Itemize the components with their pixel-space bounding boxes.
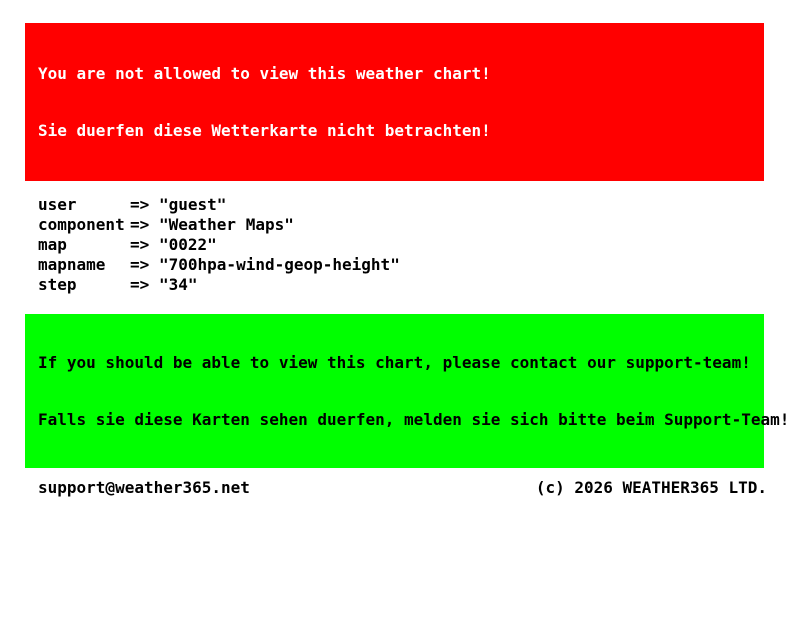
detail-arrow: => [130,215,150,234]
detail-arrow: => [130,235,150,254]
support-line-de: Falls sie diese Karten sehen duerfen, melden sie sich bitte beim Support-Team! [38,410,790,429]
detail-value: "0022" [159,235,217,254]
support-email: support@weather365.net [38,478,250,497]
detail-key: component [38,215,125,234]
support-line-en: If you should be able to view this chart, please contact our support-team! [38,353,751,372]
detail-row-map [38,235,777,255]
access-denied-line-en: You are not allowed to view this weather chart! [38,64,491,83]
footer [25,478,777,498]
detail-arrow: => [130,275,150,294]
detail-row-component [38,215,777,235]
access-denied-line-de: Sie duerfen diese Wetterkarte nicht betrachten! [38,121,491,140]
detail-value: "Weather Maps" [159,215,294,234]
access-denied-banner [25,23,764,181]
copyright-notice: (c) 2026 WEATHER365 LTD. [535,478,767,497]
detail-value: "700hpa-wind-geop-height" [159,255,400,274]
detail-key: step [38,275,77,294]
detail-arrow: => [130,195,150,214]
error-page [25,23,790,498]
request-details [25,195,777,295]
detail-value: "guest" [159,195,227,214]
detail-key: mapname [38,255,106,274]
support-banner [25,314,790,468]
detail-key: user [38,195,77,214]
detail-row-step [38,275,777,295]
detail-row-mapname [38,255,777,275]
detail-key: map [38,235,67,254]
detail-value: "34" [159,275,198,294]
detail-arrow: => [130,255,150,274]
detail-row-user [38,195,777,215]
